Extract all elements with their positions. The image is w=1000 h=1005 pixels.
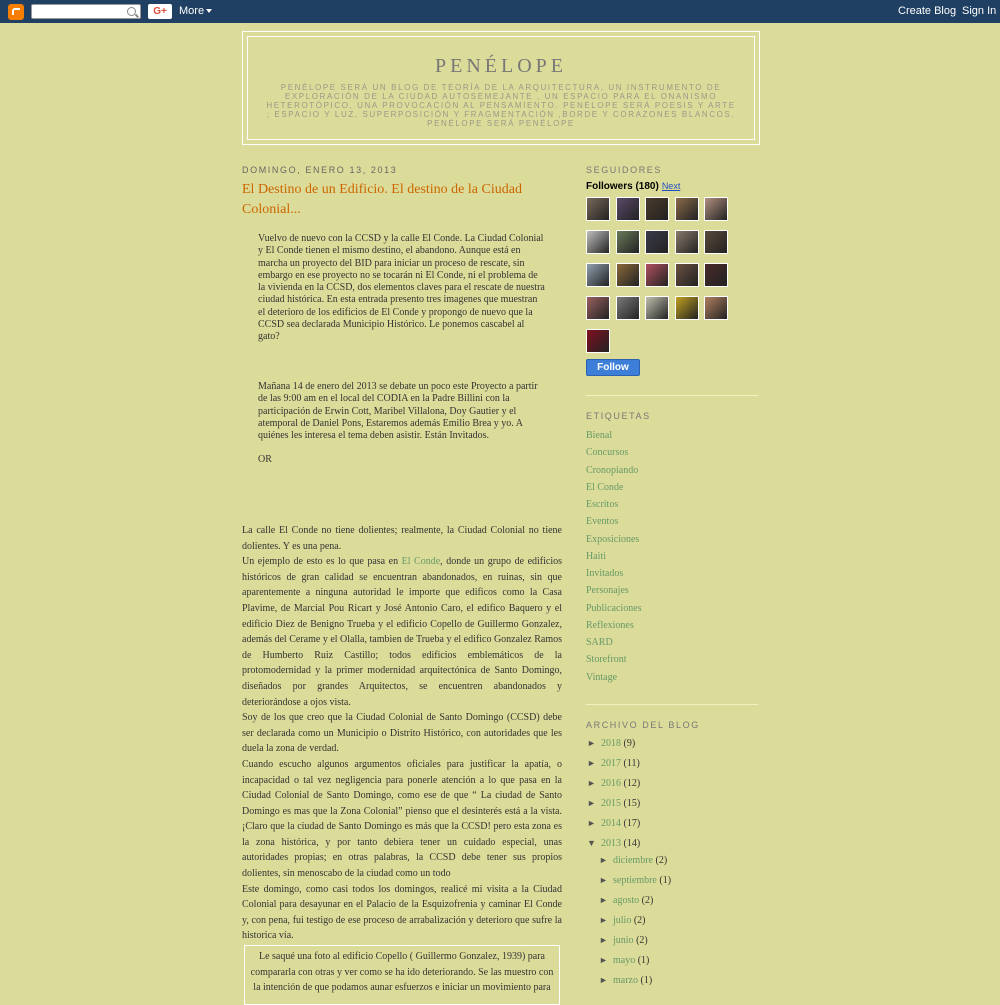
el-conde-link[interactable]: El Conde bbox=[401, 556, 441, 568]
archive-count: (12) bbox=[623, 778, 641, 789]
archive-month-row bbox=[599, 975, 652, 986]
archive-year-row bbox=[587, 838, 640, 849]
follow-button[interactable]: Follow bbox=[586, 359, 640, 376]
followers-count: Followers (180) bbox=[586, 181, 659, 192]
more-menu-button[interactable] bbox=[179, 4, 212, 18]
follower-avatar[interactable] bbox=[616, 197, 640, 221]
label-link[interactable]: Concursos bbox=[586, 447, 629, 459]
archive-count: (1) bbox=[659, 875, 672, 886]
follower-avatar[interactable] bbox=[645, 230, 669, 254]
toggle-arrow-icon[interactable]: ► bbox=[587, 798, 596, 808]
followers-title bbox=[586, 181, 680, 192]
label-link[interactable]: Escritos bbox=[586, 499, 619, 510]
label-link[interactable]: Cronopiando bbox=[586, 464, 639, 476]
blog-description: PENÉLOPE SERÁ UN BLOG DE TEORÍA DE LA ARQUITECTURA, UN INSTRUMENTO DE EXPLORACIÓN DE LA CIUDAD AUTOSEMEJANTE , UN ESPACIO PARA EL ONANISMO HETEROTÓPICO, UNA PROVOCACIÓN AL PENSAMIENTO. PENÉLOPE SERÁ POESIS Y ARTE ; ESPACIO Y LUZ, SUPERPOSICIÓN Y FRAGMENTACIÓN ,BORDE Y CORAZONES BLANCOS. PENÉLOPE SERÁ PENÉLOPE bbox=[266, 83, 736, 128]
post-intro-2: Mañana 14 de enero del 2013 se debate un poco este Proyecto a partir de las 9:00 am en el local del CODIA en la Padre Billini con la participación de Erwin Cott, Maribel Villalona, Doy Gautier y el atemporal de Daniel Pons, Estaremos además Emilio Brea y yo. A quiénes les interesa el tema deben asistir. Están Invitados. bbox=[258, 381, 538, 442]
blog-title[interactable]: PENÉLOPE bbox=[435, 55, 567, 77]
archive-year-row bbox=[587, 758, 640, 769]
archive-count: (1) bbox=[637, 955, 650, 966]
toggle-arrow-icon[interactable]: ► bbox=[599, 935, 608, 945]
divider bbox=[586, 395, 758, 396]
sign-in-link[interactable]: Sign In bbox=[962, 5, 997, 17]
archive-year-link[interactable]: 2015 bbox=[601, 798, 621, 809]
label-link[interactable]: Bienal bbox=[586, 430, 613, 441]
follower-avatar[interactable] bbox=[586, 296, 610, 320]
archive-year-link[interactable]: 2018 bbox=[601, 738, 621, 749]
post-date: DOMINGO, ENERO 13, 2013 bbox=[242, 165, 398, 175]
label-link[interactable]: El Conde bbox=[586, 481, 624, 493]
follower-avatar[interactable] bbox=[616, 263, 640, 287]
post-title[interactable]: El Destino de un Edificio. El destino de la Ciudad Colonial... bbox=[242, 182, 522, 217]
toggle-arrow-icon[interactable]: ► bbox=[599, 915, 608, 925]
archive-count: (15) bbox=[623, 798, 641, 809]
post-paragraph bbox=[242, 554, 562, 710]
archive-month-link[interactable]: septiembre bbox=[613, 875, 657, 886]
search-icon[interactable] bbox=[127, 7, 136, 16]
archive-count: (9) bbox=[623, 738, 636, 749]
archive-month-row bbox=[599, 915, 646, 926]
follower-avatar[interactable] bbox=[675, 230, 699, 254]
label-link[interactable]: Exposiciones bbox=[586, 533, 640, 545]
follower-avatar[interactable] bbox=[675, 197, 699, 221]
blogger-navbar bbox=[0, 0, 1000, 23]
more-label: More bbox=[179, 5, 205, 17]
toggle-arrow-icon[interactable]: ► bbox=[599, 895, 608, 905]
archive-month-link[interactable]: marzo bbox=[613, 975, 638, 986]
label-link[interactable]: Reflexiones bbox=[586, 619, 634, 631]
toggle-arrow-icon[interactable]: ► bbox=[587, 818, 596, 828]
image-caption-box: Le saqué una foto al edificio Copello ( Guillermo Gonzalez, 1939) para compararla con otras y ver como se ha ido deteriorando. Se las muestro con la intención de que podamos aunar esfuerzos e iniciar un movimiento para bbox=[244, 945, 560, 1005]
archive-year-row bbox=[587, 738, 635, 749]
archive-count: (1) bbox=[640, 975, 653, 986]
label-link[interactable]: Vintage bbox=[586, 671, 618, 683]
toggle-arrow-icon[interactable]: ► bbox=[587, 738, 596, 748]
follower-avatar[interactable] bbox=[675, 296, 699, 320]
archive-month-link[interactable]: julio bbox=[613, 915, 632, 926]
label-link[interactable]: Storefront bbox=[586, 654, 627, 666]
label-link[interactable]: SARD bbox=[586, 637, 613, 648]
post-paragraph: Cuando escucho algunos argumentos oficiales para justificar la apatía, o incapacidad o tal vez negligencia para ponerle atención a lo que pasa en la Ciudad Colonial de Santo Domingo, como ese de que “ La ciudad de Santo Domingo es mas que la Zona Colonial” pienso que el desinterés está a la vista. ¡Claro que la ciudad de Santo Domingo es más que la CCSD! pero esta zona es la zona histórica, y por tanto debiera tener un cuidado especial, unas autoridades propias; en otras palabras, la CCSD debe tener sus propios dolientes, sin menoscabo de la ciudad como un todo bbox=[242, 758, 562, 880]
archive-month-row bbox=[599, 875, 671, 886]
follower-avatar[interactable] bbox=[586, 197, 610, 221]
archive-year-link[interactable]: 2013 bbox=[601, 838, 621, 849]
archive-year-link[interactable]: 2017 bbox=[601, 758, 621, 769]
toggle-arrow-icon[interactable]: ► bbox=[599, 955, 608, 965]
label-link[interactable]: Eventos bbox=[586, 516, 619, 528]
follower-avatar[interactable] bbox=[704, 263, 728, 287]
archive-count: (17) bbox=[623, 818, 641, 829]
archive-month-row bbox=[599, 855, 667, 866]
toggle-arrow-icon[interactable]: ► bbox=[599, 875, 608, 885]
archive-heading: ARCHIVO DEL BLOG bbox=[586, 720, 700, 730]
follower-avatar[interactable] bbox=[645, 296, 669, 320]
post-text: , donde un grupo de edificios históricos de gran calidad se encuentran abandonados, en ruinas, sin que aparentemente a ninguna autoridad le importe que edificos como la Casa Plavime, de Marcial Pou Ricart y José Antonio Caro, el edifico Baquero y el edificio Diez de Benigno Trueba y el edificio Copello de Guillermo Gonzalez, además del Cerame y el Olalla, tambien de Trueba y el edifico Gonzalez Ramos de Humberto Ruiz Castillo; todos edificios emblemáticos de la protomodernidad y la primer modernidad arquitectónica de Santo Domingo, diseñados por grandes Arquitectos, se encuentren abandonados y deteriorándose a ojos vista. bbox=[242, 556, 563, 708]
followers-next-link[interactable]: Next bbox=[661, 181, 681, 191]
post-text: Un ejemplo de esto es lo que pasa en bbox=[242, 556, 402, 568]
label-link[interactable]: Invitados bbox=[586, 568, 624, 579]
blog-header-inner bbox=[247, 36, 755, 140]
toggle-arrow-icon[interactable]: ▼ bbox=[587, 838, 596, 848]
toggle-arrow-icon[interactable]: ► bbox=[599, 855, 608, 865]
post-paragraph: Este domingo, como casi todos los domingos, realicé mi visita a la Ciudad Colonial para desayunar en el Palacio de la Esquizofrenia y caminar El Conde y, con pena, fui testigo de ese proceso de arrabalización y deterioro que sufre la historica vía. bbox=[242, 883, 562, 942]
post-body bbox=[242, 523, 562, 944]
archive-month-link[interactable]: diciembre bbox=[613, 855, 653, 866]
label-link[interactable]: Publicaciones bbox=[586, 602, 642, 614]
follower-avatar[interactable] bbox=[645, 197, 669, 221]
follower-avatar[interactable] bbox=[645, 263, 669, 287]
gplus-button[interactable]: G+ bbox=[148, 4, 172, 19]
archive-month-link[interactable]: mayo bbox=[613, 955, 636, 966]
follower-avatar[interactable] bbox=[704, 296, 728, 320]
archive-month-link[interactable]: junio bbox=[613, 935, 634, 946]
archive-count: (2) bbox=[641, 895, 654, 906]
archive-count: (2) bbox=[655, 855, 668, 866]
archive-month-row bbox=[599, 935, 648, 946]
follower-avatar[interactable] bbox=[586, 263, 610, 287]
toggle-arrow-icon[interactable]: ► bbox=[587, 758, 596, 768]
follower-avatar[interactable] bbox=[616, 230, 640, 254]
create-blog-link[interactable]: Create Blog bbox=[898, 5, 957, 17]
archive-year-link[interactable]: 2014 bbox=[601, 818, 621, 829]
post-signature: OR bbox=[258, 454, 272, 465]
label-link[interactable]: Haiti bbox=[586, 550, 606, 562]
label-link[interactable]: Personajes bbox=[586, 585, 629, 597]
caret-down-icon bbox=[206, 9, 212, 13]
archive-count: (11) bbox=[623, 758, 640, 769]
follower-avatar[interactable] bbox=[704, 197, 728, 221]
blog-header bbox=[242, 31, 760, 145]
post-paragraph: Soy de los que creo que la Ciudad Colonial de Santo Domingo (CCSD) debe ser declarada como un Municipio o Distrito Histórico, con autoridades que les duela la zona de verdad. bbox=[242, 712, 562, 755]
archive-year-link[interactable]: 2016 bbox=[601, 778, 621, 789]
blogger-logo-icon[interactable] bbox=[8, 4, 24, 20]
post-intro-1: Vuelvo de nuevo con la CCSD y la calle El Conde. La Ciudad Colonial y El Conde tienen el mismo destino, el abandono. Aunque está en marcha un proyecto del BID para iniciar un proceso de rescate, sin embargo en ese proyecto no se tocarán ni El Conde, ni el problema de la vivienda en la CCSD, dos elementos claves para el rescate de nuestra ciudad histórica. En esta entrada presento tres imagenes que muestran el deterioro de los edificios de El Conde y propongo de nuevo que la CCSD sea declarada Municipio Histórico. Le ponemos cascabel al gato? bbox=[258, 233, 545, 343]
toggle-arrow-icon[interactable]: ► bbox=[587, 778, 596, 788]
follower-avatar[interactable] bbox=[616, 296, 640, 320]
archive-count: (2) bbox=[633, 915, 646, 926]
archive-year-row bbox=[587, 818, 640, 829]
archive-year-row bbox=[587, 778, 640, 789]
archive-month-row bbox=[599, 955, 649, 966]
followers-heading: SEGUIDORES bbox=[586, 165, 663, 175]
archive-count: (2) bbox=[636, 935, 648, 946]
post-paragraph: La calle El Conde no tiene dolientes; realmente, la Ciudad Colonial no tiene dolientes. Y es una pena. bbox=[242, 525, 562, 552]
labels-heading: ETIQUETAS bbox=[586, 411, 651, 421]
archive-month-row bbox=[599, 895, 653, 906]
follower-avatar[interactable] bbox=[586, 230, 610, 254]
archive-year-row bbox=[587, 798, 640, 809]
search-input[interactable] bbox=[31, 4, 141, 19]
follower-avatar[interactable] bbox=[586, 329, 610, 353]
archive-count: (14) bbox=[623, 838, 641, 849]
archive-month-link[interactable]: agosto bbox=[613, 895, 640, 906]
divider bbox=[586, 704, 758, 705]
follower-avatar[interactable] bbox=[675, 263, 699, 287]
toggle-arrow-icon[interactable]: ► bbox=[599, 975, 608, 985]
follower-avatar[interactable] bbox=[704, 230, 728, 254]
